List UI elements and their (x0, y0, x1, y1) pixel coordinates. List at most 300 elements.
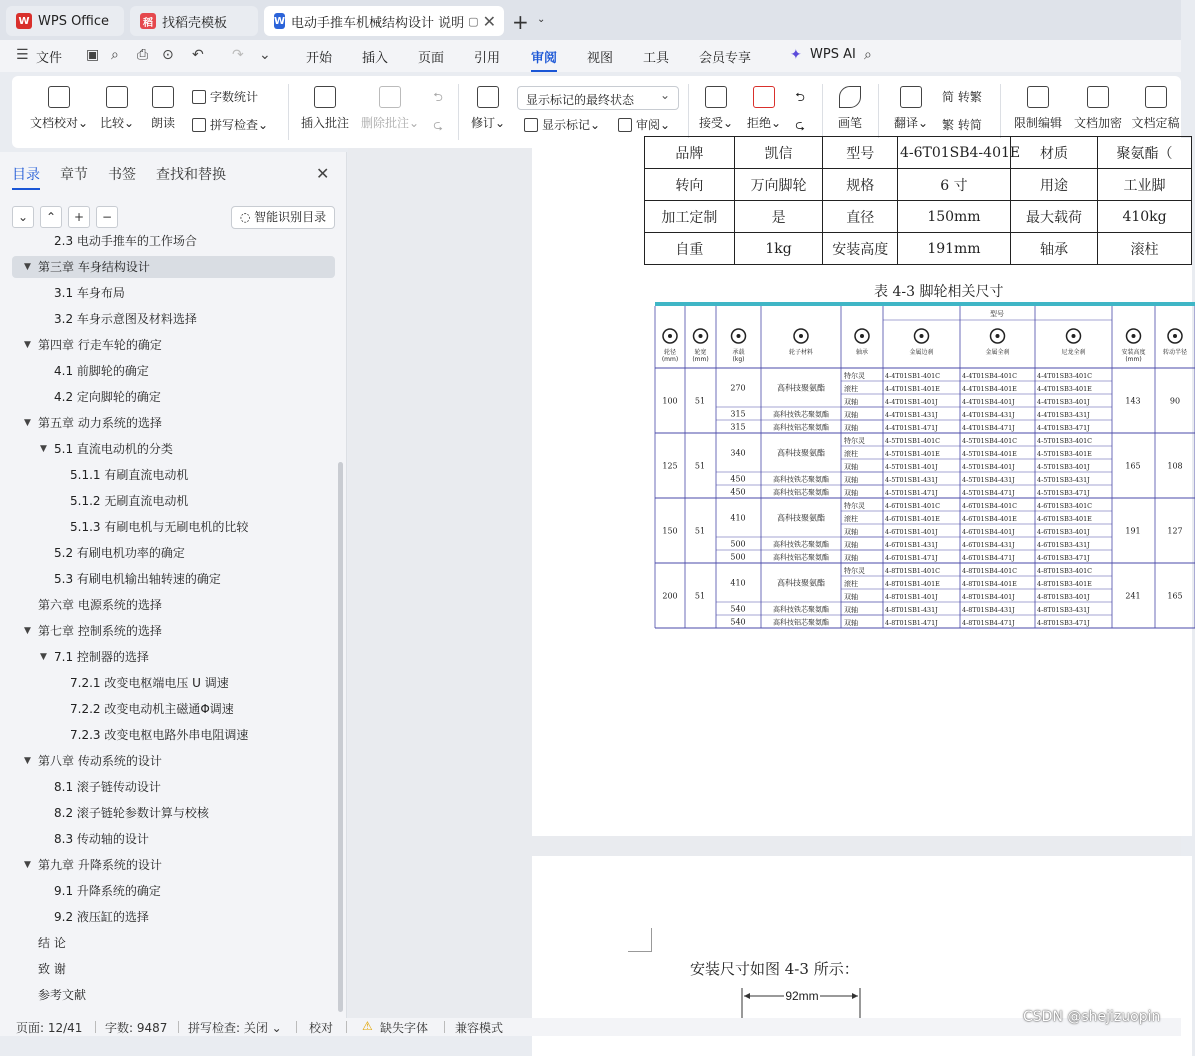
cell-load: 270 (730, 383, 746, 393)
cell-height: 191 (1125, 526, 1141, 536)
expand-arrow-icon[interactable]: ▼ (40, 444, 47, 454)
cell-load: 410 (730, 578, 746, 588)
wheel-icon (1072, 334, 1076, 338)
cell-model: 4-4T01SB3-401J (1037, 398, 1090, 406)
divider (178, 1021, 179, 1033)
cell-model: 4-4T01SB3-431J (1037, 411, 1090, 419)
title-tab-bar (0, 0, 1181, 40)
toc-item[interactable] (12, 906, 335, 928)
cell-model: 4-5T01SB1-401E (885, 450, 940, 458)
translate-button[interactable]: 翻译⌄ (892, 86, 930, 131)
daoke-logo-icon: 稻 (140, 13, 156, 29)
menu-page[interactable]: 页面 (418, 51, 445, 66)
cell-material: 高科技铁芯聚氨酯 (773, 475, 829, 484)
review-pane-button[interactable]: 审阅 ⌄ (618, 116, 670, 133)
cell-model: 4-8T01SB1-401J (885, 593, 938, 601)
cell-material: 高科技聚氨酯 (777, 383, 825, 393)
table-row (645, 137, 1192, 169)
toc-item-label: 3.2 车身示意图及材料选择 (54, 312, 197, 326)
collapse-icon[interactable]: ⌃ (40, 206, 62, 228)
cell-diameter: 100 (662, 396, 678, 406)
next-comment-button[interactable] (428, 116, 448, 137)
cell-model: 4-6T01SB4-431J (962, 541, 1015, 549)
toc-item[interactable] (12, 256, 335, 278)
smart-toc-button[interactable]: ◌ 智能识别目录 (231, 206, 335, 229)
table-cell: 轴承 (1010, 233, 1097, 265)
hamburger-icon[interactable]: ☰ (16, 47, 29, 63)
divider (296, 1021, 297, 1033)
toc-item-label: 7.2.2 改变电动机主磁通Φ调速 (70, 702, 234, 716)
encrypt-icon (1087, 86, 1109, 108)
cell-material: 高科技聚氨酯 (777, 578, 825, 588)
cell-load: 340 (730, 448, 746, 458)
table-caption: 表 4-3 脚轮相关尺寸 (874, 284, 1004, 300)
column-header: (mm) (661, 356, 679, 363)
export-icon[interactable]: ⌕ (111, 47, 119, 63)
toc-item[interactable] (12, 516, 335, 538)
toc-item[interactable] (12, 542, 335, 564)
cell-bearing: 滚柱 (844, 385, 858, 393)
svg-text:92mm: 92mm (785, 989, 819, 1003)
toc-item[interactable] (12, 386, 335, 408)
next-comment-icon: ⮎ (433, 118, 443, 132)
divider (346, 1021, 347, 1033)
lock-doc-icon (1027, 86, 1049, 108)
navigation-panel (0, 152, 347, 1018)
tab-daoke-template[interactable] (130, 6, 258, 36)
cell-model: 4-6T01SB4-401C (962, 502, 1018, 510)
cell-bearing: 特尔灵 (844, 372, 865, 380)
toc-item[interactable] (12, 412, 335, 434)
cell-model: 4-6T01SB1-431J (885, 541, 938, 549)
cell-model: 4-5T01SB1-471J (885, 489, 938, 497)
expand-arrow-icon[interactable]: ▼ (24, 860, 31, 870)
tab-toc[interactable]: 目录 (12, 164, 40, 184)
cell-bearing: 特尔灵 (844, 437, 865, 445)
divider (444, 1021, 445, 1033)
toc-item-label: 3.1 车身布局 (54, 286, 125, 300)
next-change-icon: ⮎ (795, 118, 805, 132)
menu-member[interactable]: 会员专享 (699, 51, 752, 66)
tab-find-replace[interactable]: 查找和替换 (156, 167, 226, 183)
cell-model: 4-6T01SB4-471J (962, 554, 1015, 562)
cell-load: 500 (730, 552, 746, 562)
table-cell: 最大载荷 (1010, 201, 1097, 233)
revise-button[interactable]: 修订⌄ (470, 86, 506, 131)
menu-references[interactable]: 引用 (474, 51, 501, 66)
cell-width: 51 (694, 591, 706, 601)
chevron-down-icon[interactable]: ⌄ (259, 47, 271, 63)
restrict-edit-button[interactable]: 限制编辑 (1012, 86, 1064, 131)
cell-load: 410 (730, 513, 746, 523)
tab-bookmarks[interactable]: 书签 (108, 167, 136, 183)
toc-item[interactable] (12, 958, 335, 980)
writer-doc-icon: W (274, 13, 285, 29)
table-row (645, 201, 1192, 233)
caster-dimension-table-image (655, 302, 1195, 628)
chevron-down-icon[interactable]: ⌄ (537, 14, 546, 25)
cell-bearing: 双轴 (844, 619, 858, 627)
menu-home[interactable]: 开始 (306, 51, 333, 66)
toc-item[interactable] (12, 230, 335, 252)
prev-comment-button[interactable] (428, 88, 448, 109)
cell-model: 4-8T01SB4-401E (962, 580, 1017, 588)
toc-item-label: 结 论 (38, 936, 66, 950)
finalize-icon (1145, 86, 1167, 108)
cell-width: 51 (694, 396, 706, 406)
cell-bearing: 滚柱 (844, 450, 858, 458)
toc-item[interactable] (12, 698, 335, 720)
toc-item[interactable] (12, 568, 335, 590)
toc-item[interactable] (12, 880, 335, 902)
cell-width: 51 (694, 526, 706, 536)
cell-load: 500 (730, 539, 746, 549)
cell-model: 4-4T01SB4-401J (962, 398, 1015, 406)
column-header: 安装高度 (1121, 349, 1146, 356)
cell-material: 高科技聚氨酯 (777, 513, 825, 523)
tab-label: 找稻壳模板 (162, 15, 228, 31)
review-pane-icon (618, 118, 632, 132)
divider (878, 84, 879, 140)
cell-material: 高科技铁芯聚氨酯 (773, 540, 829, 549)
toc-item[interactable] (12, 620, 335, 642)
table-cell: 1kg (734, 233, 823, 265)
cell-radius: 127 (1167, 526, 1183, 536)
toc-item[interactable] (12, 932, 335, 954)
cell-model: 4-8T01SB3-401J (1037, 593, 1090, 601)
cell-radius: 108 (1167, 461, 1183, 471)
menu-view[interactable]: 视图 (587, 51, 614, 66)
cell-material: 高科技铝芯聚氨酯 (773, 488, 829, 497)
tab-wps-office[interactable] (6, 6, 124, 36)
cell-model: 4-5T01SB4-471J (962, 489, 1015, 497)
cell-model: 4-8T01SB1-401E (885, 580, 940, 588)
cell-model: 4-5T01SB4-401C (962, 437, 1018, 445)
print-preview-icon[interactable]: ⊙ (162, 47, 174, 63)
pen-button[interactable]: 画笔 (836, 86, 864, 131)
toc-item[interactable] (12, 750, 335, 772)
table-cell: 万向脚轮 (734, 169, 823, 201)
table-cell: 材质 (1010, 137, 1097, 169)
table-cell: 型号 (823, 137, 897, 169)
cell-load: 315 (730, 409, 746, 419)
search-icon[interactable]: ⌕ (864, 47, 872, 63)
menu-review[interactable]: 审阅 (531, 47, 557, 66)
toc-item-label: 8.3 传动轴的设计 (54, 832, 149, 846)
cell-model: 4-8T01SB4-431J (962, 606, 1015, 614)
table-cell: 品牌 (645, 137, 735, 169)
cell-bearing: 双轴 (844, 554, 858, 562)
cell-model: 4-4T01SB3-471J (1037, 424, 1090, 432)
toc-item-label: 4.2 定向脚轮的确定 (54, 390, 161, 404)
cell-model: 4-5T01SB1-431J (885, 476, 938, 484)
cell-model: 4-8T01SB1-401C (885, 567, 941, 575)
cell-material: 高科技铝芯聚氨酯 (773, 423, 829, 432)
word-count-indicator[interactable]: 字数: 9487 (105, 1021, 168, 1035)
menu-file[interactable]: 文件 (36, 51, 63, 66)
table-cell: 是 (734, 201, 823, 233)
comment-icon (314, 86, 336, 108)
cell-model: 4-6T01SB1-401C (885, 502, 941, 510)
toc-item-label: 5.1.2 无刷直流电动机 (70, 494, 189, 508)
table-cell: 6 寸 (897, 169, 1010, 201)
expand-arrow-icon[interactable]: ▼ (24, 756, 31, 766)
toc-item-label: 4.1 前脚轮的确定 (54, 364, 149, 378)
close-tab-icon[interactable]: ✕ (482, 11, 496, 31)
table-cell: 滚柱 (1098, 233, 1192, 265)
cell-model: 4-4T01SB4-401E (962, 385, 1017, 393)
table-cell: 用途 (1010, 169, 1097, 201)
column-header: 金属边刹 (909, 349, 934, 356)
cell-model: 4-4T01SB1-401E (885, 385, 940, 393)
cell-model: 4-6T01SB1-471J (885, 554, 938, 562)
cell-model: 4-5T01SB4-401J (962, 463, 1015, 471)
cell-model: 4-6T01SB4-401E (962, 515, 1017, 523)
cell-bearing: 双轴 (844, 489, 858, 497)
remove-heading-icon[interactable]: − (96, 206, 118, 228)
cell-diameter: 150 (662, 526, 678, 536)
print-icon[interactable]: ⎙ (137, 47, 149, 63)
wheel-icon (699, 334, 703, 338)
tab-current-document[interactable] (264, 6, 504, 36)
toc-item[interactable] (12, 464, 335, 486)
finalize-doc-button[interactable]: 文档定稿 (1130, 86, 1181, 131)
toc-item-label: 7.2.1 改变电枢端电压 U 调速 (70, 676, 229, 690)
add-heading-icon[interactable]: + (68, 206, 90, 228)
expand-arrow-icon[interactable]: ▼ (24, 626, 31, 636)
cell-bearing: 滚柱 (844, 580, 858, 588)
to-simplified-button[interactable]: 繁 转简 (942, 118, 982, 132)
cell-model: 4-8T01SB1-471J (885, 619, 938, 627)
toc-item-label: 9.1 升降系统的确定 (54, 884, 161, 898)
warning-icon: ⚠ (362, 1019, 373, 1033)
toc-item-label: 第四章 行走车轮的确定 (38, 338, 162, 352)
cell-model: 4-8T01SB3-401E (1037, 580, 1092, 588)
document-page (532, 138, 1192, 836)
new-tab-icon[interactable]: + (512, 10, 529, 34)
toc-item-label: 7.2.3 改变电枢电路外串电阻调速 (70, 728, 249, 742)
cell-model: 4-6T01SB3-431J (1037, 541, 1090, 549)
toc-item-label: 5.1.3 有刷电机与无刷电机的比较 (70, 520, 249, 534)
cell-bearing: 双轴 (844, 411, 858, 419)
toc-item[interactable] (12, 594, 335, 616)
spell-check-button[interactable]: 拼写检查 ⌄ (192, 116, 268, 133)
cell-model: 4-8T01SB3-471J (1037, 619, 1090, 627)
toc-item[interactable] (12, 984, 335, 1006)
toc-item[interactable] (12, 854, 335, 876)
toc-item-label: 第七章 控制系统的选择 (38, 624, 162, 638)
compare-icon (106, 86, 128, 108)
table-row (645, 233, 1192, 265)
toc-item[interactable] (12, 438, 335, 460)
cell-model: 4-8T01SB4-401C (962, 567, 1018, 575)
table-top-bar (655, 302, 1195, 306)
table-cell: 410kg (1098, 201, 1192, 233)
column-header: 尼龙全刹 (1061, 349, 1086, 356)
compare-button[interactable]: 比较⌄ (98, 86, 136, 131)
wheel-icon (1173, 334, 1177, 338)
compat-mode-indicator: 兼容模式 (455, 1021, 504, 1035)
cell-load: 315 (730, 422, 746, 432)
expand-arrow-icon[interactable]: ▼ (24, 340, 31, 350)
expand-icon[interactable]: ⌄ (12, 206, 34, 228)
toc-item-label: 5.1.1 有刷直流电动机 (70, 468, 189, 482)
status-bar (0, 1018, 1181, 1036)
cell-model: 4-6T01SB1-401E (885, 515, 940, 523)
window-icon[interactable]: ▢ (468, 14, 479, 28)
doc-check-button[interactable]: 文档校对⌄ (28, 86, 90, 131)
cell-model: 4-8T01SB4-471J (962, 619, 1015, 627)
expand-arrow-icon[interactable]: ▼ (24, 418, 31, 428)
insert-comment-button[interactable]: 插入批注 (300, 86, 350, 131)
toc-item[interactable] (12, 490, 335, 512)
toc-item[interactable] (12, 282, 335, 304)
accept-button[interactable]: 接受⌄ (698, 86, 734, 131)
toc-list (12, 234, 335, 1012)
tab-sections[interactable]: 章节 (60, 167, 88, 183)
table-cell: 191mm (897, 233, 1010, 265)
table-cell: 规格 (823, 169, 897, 201)
wheel-icon (799, 334, 803, 338)
divider (822, 84, 823, 140)
column-header: 轴承 (855, 349, 869, 356)
read-aloud-button[interactable]: 朗读 (148, 86, 178, 131)
toc-item-label: 参考文献 (38, 988, 87, 1002)
panel-scrollbar[interactable] (338, 462, 343, 1012)
toc-item-label: 第五章 动力系统的选择 (38, 416, 162, 430)
spell-check-indicator[interactable]: 拼写检查: 关闭 ⌄ (188, 1021, 282, 1035)
cell-material: 高科技聚氨酯 (777, 448, 825, 458)
cell-model: 4-4T01SB1-401J (885, 398, 938, 406)
divider (688, 84, 689, 140)
cell-model: 4-6T01SB4-401J (962, 528, 1015, 536)
cell-model: 4-5T01SB3-471J (1037, 489, 1090, 497)
cell-model: 4-8T01SB4-401J (962, 593, 1015, 601)
table-cell: 转向 (645, 169, 735, 201)
word-count-button[interactable]: 字数统计 (192, 88, 258, 105)
cell-model: 4-6T01SB3-401J (1037, 528, 1090, 536)
spell-check-icon (192, 118, 206, 132)
read-aloud-icon (152, 86, 174, 108)
column-header: 承载 (732, 349, 745, 356)
cell-bearing: 双轴 (844, 398, 858, 406)
cell-material: 高科技铁芯聚氨酯 (773, 410, 829, 419)
table-cell: 加工定制 (645, 201, 735, 233)
cell-bearing: 特尔灵 (844, 567, 865, 575)
caster-spec-table (644, 136, 1192, 265)
divider (288, 84, 289, 140)
close-panel-icon[interactable]: ✕ (316, 164, 330, 183)
toc-item[interactable] (12, 828, 335, 850)
next-change-button[interactable] (790, 116, 810, 137)
cell-model: 4-8T01SB3-401C (1037, 567, 1093, 575)
menu-insert[interactable]: 插入 (362, 51, 389, 66)
divider (458, 84, 459, 140)
encrypt-doc-button[interactable]: 文档加密 (1072, 86, 1124, 131)
display-mode-select[interactable]: 显示标记的最终状态 ⌄ (517, 86, 679, 110)
expand-arrow-icon[interactable]: ▼ (24, 262, 31, 272)
cell-diameter: 200 (662, 591, 678, 601)
cell-model: 4-4T01SB1-431J (885, 411, 938, 419)
proofread-indicator[interactable]: 校对 (309, 1021, 334, 1035)
cell-model: 4-5T01SB3-401C (1037, 437, 1093, 445)
cell-material: 高科技铝芯聚氨酯 (773, 618, 829, 627)
menu-tools[interactable]: 工具 (643, 51, 670, 66)
translate-icon (900, 86, 922, 108)
group-header: 型号 (990, 310, 1004, 318)
cell-bearing: 双轴 (844, 424, 858, 432)
cell-model: 4-4T01SB4-431J (962, 411, 1015, 419)
reject-button[interactable]: 拒绝⌄ (746, 86, 782, 131)
undo-icon[interactable]: ↶ (192, 47, 204, 63)
cell-model: 4-4T01SB1-471J (885, 424, 938, 432)
toc-tools (12, 206, 118, 228)
redo-icon[interactable]: ↷ (232, 47, 244, 63)
cell-diameter: 125 (662, 461, 678, 471)
column-header: (mm) (1125, 356, 1142, 363)
toc-item[interactable] (12, 334, 335, 356)
toc-item[interactable] (12, 672, 335, 694)
cell-height: 241 (1125, 591, 1141, 601)
accept-icon (705, 86, 727, 108)
cell-material: 高科技铁芯聚氨酯 (773, 605, 829, 614)
cell-height: 143 (1125, 396, 1141, 406)
toc-item-label: 8.2 滚子链轮参数计算与校核 (54, 806, 209, 820)
cell-model: 4-4T01SB3-401C (1037, 372, 1093, 380)
toc-item[interactable] (12, 308, 335, 330)
cell-model: 4-4T01SB3-401E (1037, 385, 1092, 393)
show-marks-icon (524, 118, 538, 132)
cell-model: 4-8T01SB1-431J (885, 606, 938, 614)
cell-height: 165 (1125, 461, 1141, 471)
table-cell: 自重 (645, 233, 735, 265)
delete-comment-button[interactable]: 删除批注⌄ (360, 86, 420, 131)
table-cell: 150mm (897, 201, 1010, 233)
toc-item[interactable] (12, 776, 335, 798)
to-traditional-button[interactable]: 简 转繁 (942, 90, 982, 104)
page-indicator[interactable]: 页面: 12/41 (16, 1021, 83, 1035)
toc-item[interactable] (12, 646, 335, 668)
cell-bearing: 双轴 (844, 606, 858, 614)
cell-model: 4-6T01SB1-401J (885, 528, 938, 536)
panel-tabs (12, 164, 246, 184)
show-marks-button[interactable]: 显示标记 ⌄ (524, 116, 600, 133)
missing-font-indicator[interactable]: 缺失字体 (380, 1021, 429, 1035)
column-header: 轮宽 (694, 349, 707, 356)
table-cell: 聚氨酯（ (1098, 137, 1192, 169)
tab-label: WPS Office (38, 13, 110, 29)
cell-model: 4-4T01SB1-401C (885, 372, 941, 380)
save-icon[interactable]: ▣ (86, 47, 100, 63)
menu-wps-ai[interactable]: WPS AI (810, 47, 856, 62)
wheel-icon (737, 334, 741, 338)
wps-ai-icon: ✦ (790, 47, 802, 63)
cell-model: 4-5T01SB1-401J (885, 463, 938, 471)
toc-item[interactable] (12, 360, 335, 382)
watermark: CSDN @shejizuopin (1023, 1009, 1161, 1025)
divider (1000, 84, 1001, 140)
tab-label: 电动手推车机械结构设计 说明 (291, 15, 465, 31)
wps-logo-icon: W (16, 13, 32, 29)
cell-load: 540 (730, 604, 746, 614)
cell-model: 4-4T01SB4-401C (962, 372, 1018, 380)
toc-item-label: 5.3 有刷电机输出轴转速的确定 (54, 572, 221, 586)
table-row (645, 169, 1192, 201)
expand-arrow-icon[interactable]: ▼ (40, 652, 47, 662)
toc-item[interactable] (12, 802, 335, 824)
prev-change-button[interactable] (790, 88, 810, 109)
toc-item[interactable] (12, 724, 335, 746)
